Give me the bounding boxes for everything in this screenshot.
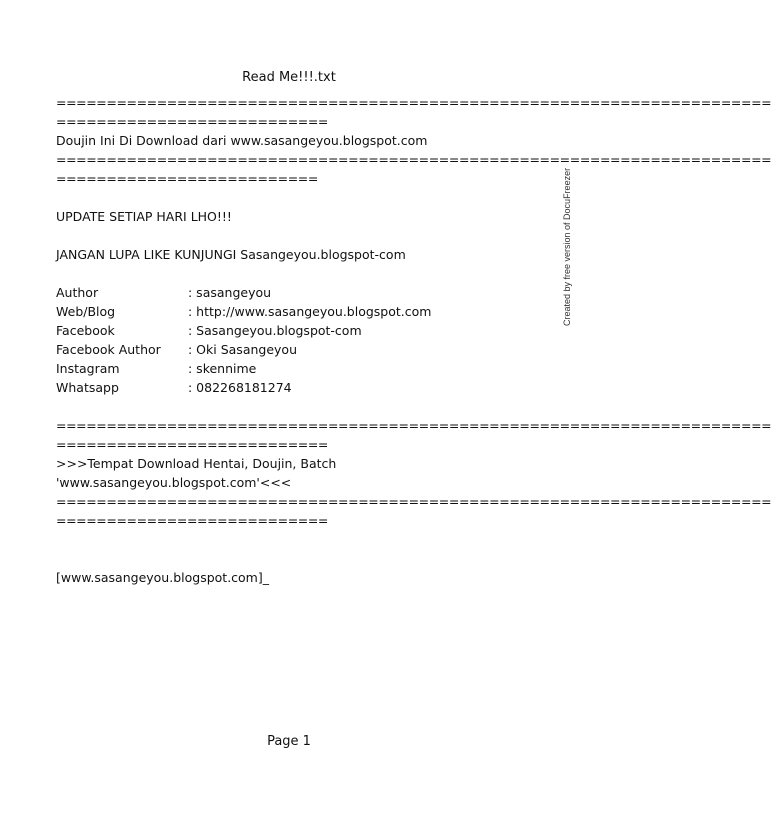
like-line: JANGAN LUPA LIKE KUNJUNGI Sasangeyou.blogspot-com (56, 247, 406, 262)
info-label: Facebook Author (56, 342, 161, 357)
info-label: Author (56, 285, 99, 300)
separator-line: =========================== (56, 114, 328, 129)
update-line: UPDATE SETIAP HARI LHO!!! (56, 209, 232, 224)
info-row-web-blog (56, 302, 526, 321)
info-row-whatsapp (56, 378, 526, 397)
info-row-facebook (56, 321, 526, 340)
page-title: Read Me!!!.txt (242, 70, 336, 85)
separator-line: ========================== (56, 171, 318, 186)
info-label: Web/Blog (56, 304, 116, 319)
separator-line: =========================== (56, 513, 328, 528)
separator-line: ======================================================================= (56, 494, 771, 509)
separator-line: ======================================================================= (56, 418, 771, 433)
separator-line: =========================== (56, 437, 328, 452)
watermark-text: Created by free version of DocuFreezer (562, 167, 572, 326)
info-label: Instagram (56, 361, 120, 376)
closing-line: [www.sasangeyou.blogspot.com]_ (56, 570, 269, 585)
promo-line: >>>Tempat Download Hentai, Doujin, Batch (56, 456, 337, 471)
info-value: : 082268181274 (188, 380, 292, 395)
info-label: Facebook (56, 323, 115, 338)
info-row-instagram (56, 359, 526, 378)
separator-line: ======================================================================= (56, 95, 771, 110)
download-line: Doujin Ini Di Download dari www.sasangeyou.blogspot.com (56, 133, 428, 148)
watermark (560, 148, 580, 328)
info-value: : Sasangeyou.blogspot-com (188, 323, 362, 338)
page-number: Page 1 (267, 734, 311, 749)
info-row-author (56, 283, 526, 302)
info-value: : skennime (188, 361, 257, 376)
info-value: : Oki Sasangeyou (188, 342, 297, 357)
info-value: : http://www.sasangeyou.blogspot.com (188, 304, 432, 319)
info-row-facebook-author (56, 340, 526, 359)
separator-line: ======================================================================= (56, 152, 771, 167)
promo-line: 'www.sasangeyou.blogspot.com'<<< (56, 475, 292, 490)
info-label: Whatsapp (56, 380, 119, 395)
info-value: : sasangeyou (188, 285, 272, 300)
info-table (56, 283, 526, 397)
